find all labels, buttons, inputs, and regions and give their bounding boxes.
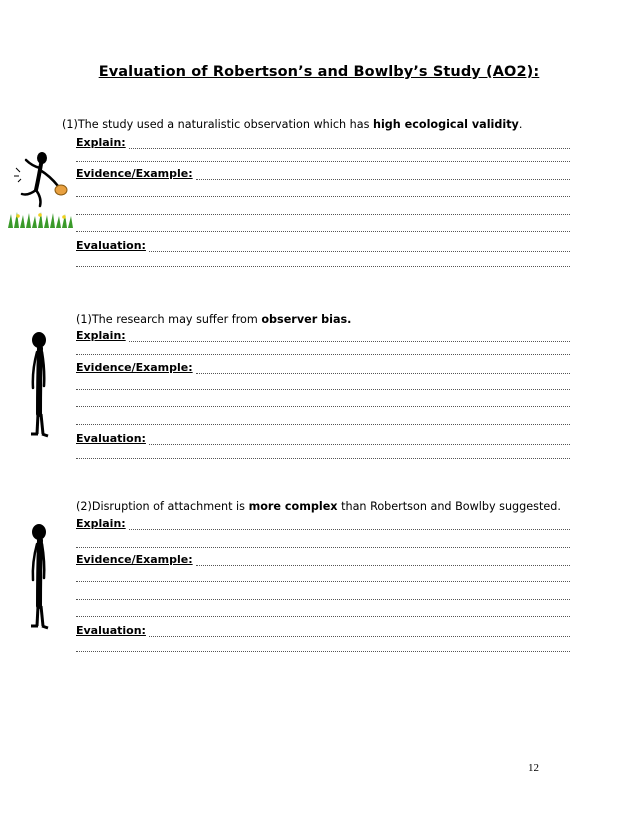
answer-line: [129, 138, 570, 149]
section-3-evaluation-row: [76, 623, 570, 637]
evaluation-label: Evaluation:: [76, 624, 146, 637]
answer-line: [76, 161, 570, 162]
answer-line: [76, 424, 570, 425]
explain-label: Explain:: [76, 329, 126, 342]
answer-line: [149, 434, 570, 445]
answer-line: [129, 331, 570, 342]
evidence-label: Evidence/Example:: [76, 361, 193, 374]
answer-line: [76, 651, 570, 652]
answer-line: [129, 519, 570, 530]
section-3-explain-row: [76, 516, 570, 530]
section-2-heading: (1)The research may suffer from observer bias.: [76, 313, 352, 326]
happy-jumping-figure-icon: [6, 150, 76, 232]
explain-label: Explain:: [76, 517, 126, 530]
answer-line: [196, 169, 570, 180]
section-2-evidence-row: [76, 360, 570, 374]
evaluation-label: Evaluation:: [76, 239, 146, 252]
answer-line: [76, 458, 570, 459]
answer-line: [76, 389, 570, 390]
section-2-explain-row: [76, 328, 570, 342]
page-number: 12: [528, 762, 539, 774]
answer-line: [149, 626, 570, 637]
answer-line: [76, 196, 570, 197]
sad-drooping-figure-icon: [26, 330, 50, 442]
section-1-explain-row: [76, 135, 570, 149]
answer-line: [76, 266, 570, 267]
evidence-label: Evidence/Example:: [76, 167, 193, 180]
answer-line: [196, 363, 570, 374]
section-1-heading: (1)The study used a naturalistic observation which has high ecological validity.: [62, 118, 523, 131]
answer-line: [149, 241, 570, 252]
section-1-evidence-row: [76, 166, 570, 180]
answer-line: [76, 599, 570, 600]
section-3-evidence-row: [76, 552, 570, 566]
answer-line: [76, 354, 570, 355]
answer-line: [76, 214, 570, 215]
sad-drooping-figure-icon: [26, 522, 50, 634]
evaluation-label: Evaluation:: [76, 432, 146, 445]
evidence-label: Evidence/Example:: [76, 553, 193, 566]
explain-label: Explain:: [76, 136, 126, 149]
section-3-heading: (2)Disruption of attachment is more complex than Robertson and Bowlby suggested.: [76, 500, 561, 513]
answer-line: [76, 547, 570, 548]
answer-line: [76, 581, 570, 582]
answer-line: [76, 231, 570, 232]
section-2-evaluation-row: [76, 431, 570, 445]
answer-line: [196, 555, 570, 566]
answer-line: [76, 406, 570, 407]
answer-line: [76, 616, 570, 617]
page-title: Evaluation of Robertson’s and Bowlby’s Study (AO2):: [98, 64, 540, 80]
section-1-evaluation-row: [76, 238, 570, 252]
